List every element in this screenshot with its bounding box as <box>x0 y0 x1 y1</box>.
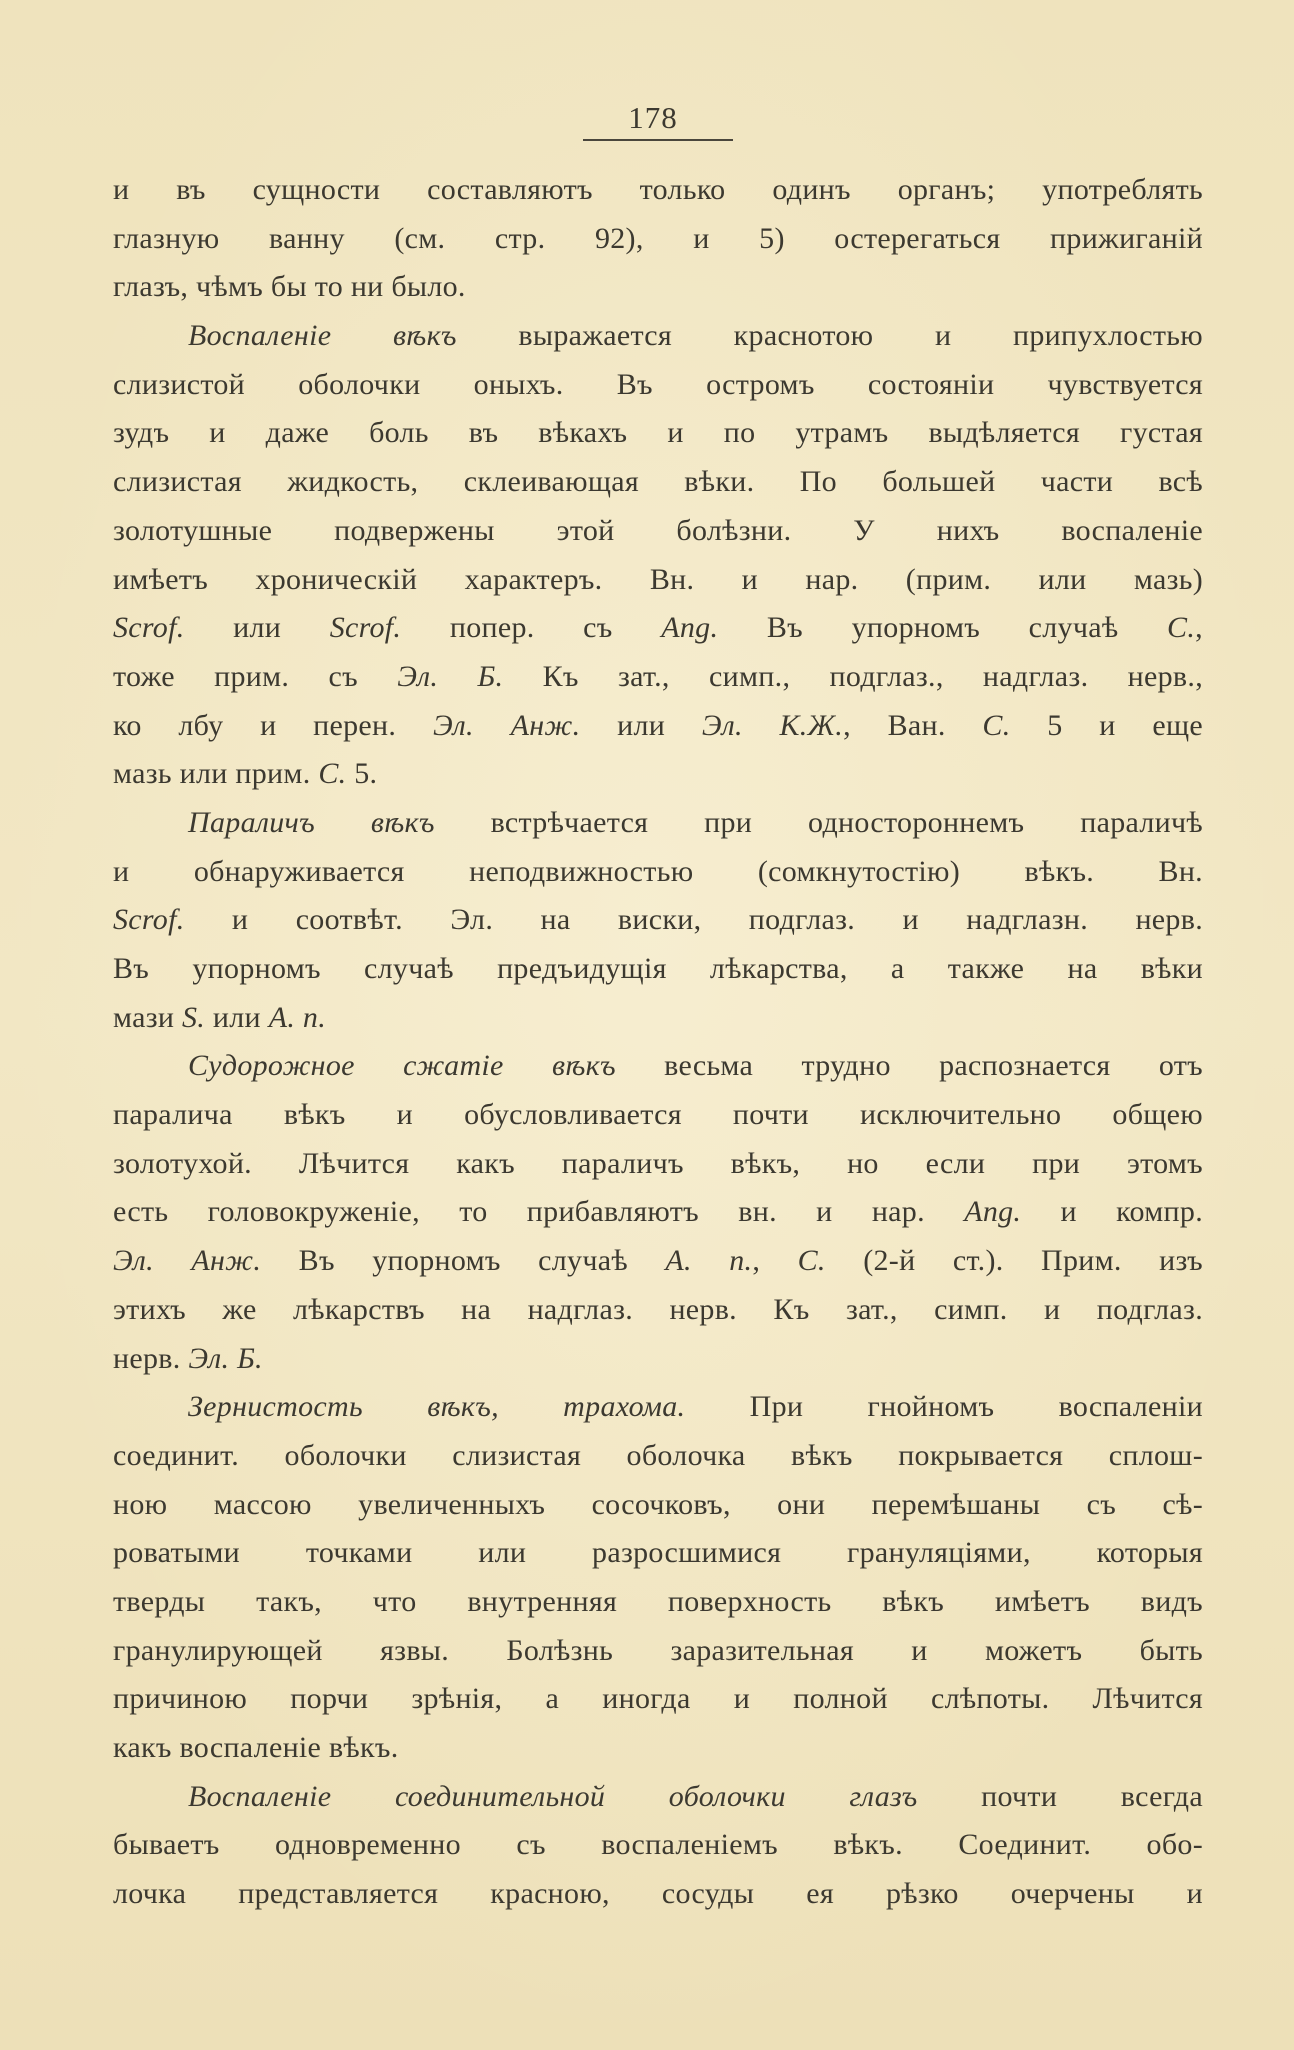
text-line <box>113 1821 1203 1870</box>
text-line <box>113 458 1203 507</box>
page-number: 178 <box>628 100 678 135</box>
text-run: или <box>205 1000 269 1034</box>
text-run: и обнаруживается неподвижностью (сомкнутостію) вѣкъ. Вн. <box>113 854 1203 888</box>
text-line <box>113 409 1203 458</box>
text-line <box>113 1042 1203 1091</box>
text-run: Въ упорномъ случаѣ <box>718 611 1168 645</box>
book-page <box>113 90 1203 1990</box>
text-run: роватыми точками или разросшимися грануляціями, которыя <box>113 1536 1203 1570</box>
text-run: слизистая жидкость, склеивающая вѣки. По большей части всѣ <box>113 465 1203 499</box>
text-run: , <box>1195 611 1203 645</box>
text-run: (2-й ст.). Прим. изъ <box>825 1244 1203 1278</box>
italic-run: Эл. Анж. <box>113 1244 262 1278</box>
text-run: Въ упорномъ случаѣ предъидущія лѣкарства, а также на вѣки <box>113 952 1203 985</box>
italic-run: S. <box>182 1000 206 1034</box>
page-number-rule <box>583 139 733 141</box>
text-run: слизистой оболочки оныхъ. Въ остромъ состояніи чувствуется <box>113 367 1203 401</box>
text-run: гранулирующей язвы. Болѣзнь заразительная и можетъ быть <box>113 1633 1203 1667</box>
text-line <box>113 1675 1203 1724</box>
text-run: какъ воспаленіе вѣкъ. <box>113 1731 399 1764</box>
text-run: золотушные подвержены этой болѣзни. У нихъ воспаленіе <box>113 513 1203 547</box>
text-run: 5 и еще <box>1010 708 1203 742</box>
text-line <box>113 702 1203 751</box>
text-run: причиною порчи зрѣнія, а иногда и полной слѣпоты. Лѣчится <box>113 1682 1203 1716</box>
text-line <box>113 1432 1203 1481</box>
text-line <box>113 1335 1203 1384</box>
text-run: встрѣчается при одностороннемъ параличѣ <box>434 805 1203 839</box>
italic-run: C. <box>1167 611 1196 645</box>
text-line <box>113 604 1203 653</box>
text-run: Въ упорномъ случаѣ <box>261 1244 666 1278</box>
text-run: ною массою увеличенныхъ сосочковъ, они перемѣшаны съ сѣ- <box>113 1487 1203 1521</box>
text-run: или <box>184 611 330 645</box>
text-run: соединит. оболочки слизистая оболочка вѣкъ покрывается сплош- <box>113 1438 1203 1472</box>
text-run: бываетъ одновременно съ воспаленіемъ вѣкъ. Соединит. обо- <box>113 1828 1203 1862</box>
text-run: лочка представляется красною, сосуды ея рѣзко очерчены и <box>113 1877 1203 1911</box>
text-run: и компр. <box>1021 1195 1203 1229</box>
italic-run: Scrof. <box>113 611 185 645</box>
text-line <box>113 1383 1203 1432</box>
italic-run: C. <box>982 708 1011 742</box>
text-line <box>113 361 1203 410</box>
text-run: есть головокруженіе, то прибавляютъ вн. и нар. <box>113 1195 965 1229</box>
text-run: нерв. <box>113 1341 189 1375</box>
italic-run: Ang. <box>661 611 719 645</box>
text-line <box>113 215 1203 264</box>
italic-run: Судорожное сжатіе вѣкъ <box>188 1049 616 1083</box>
italic-run: Ang. <box>964 1195 1022 1229</box>
italic-run: Эл. Б. <box>188 1341 263 1375</box>
text-run: или <box>580 708 702 742</box>
text-run: мазь или прим. <box>113 757 319 791</box>
text-run: выражается краснотою и припухлостью <box>456 319 1203 353</box>
italic-run: A. n. <box>665 1244 753 1278</box>
text-line <box>113 799 1203 848</box>
text-run: При гнойномъ воспаленіи <box>685 1390 1203 1424</box>
text-line <box>113 750 1203 799</box>
italic-run: Эл. Анж. <box>432 708 581 742</box>
text-run: этихъ же лѣкарствъ на надглаз. нерв. Къ зат., симп. и подглаз. <box>113 1292 1203 1326</box>
italic-run: Воспаленіе вѣкъ <box>188 319 457 353</box>
italic-run: Воспаленіе соединительной оболочки глазъ <box>188 1779 918 1813</box>
text-line <box>113 263 1203 312</box>
text-line <box>113 994 1203 1043</box>
text-run: , <box>752 1244 798 1278</box>
text-line <box>113 1529 1203 1578</box>
text-line <box>113 1237 1203 1286</box>
text-run: глазную ванну (см. стр. 92), и 5) остерегаться прижиганій <box>113 221 1203 255</box>
italic-run: Scrof. <box>113 903 185 937</box>
text-line <box>113 1286 1203 1335</box>
italic-run: A. n. <box>268 1000 327 1034</box>
text-run: почти всегда <box>917 1779 1203 1813</box>
italic-run: Эл. К.Ж. <box>701 708 844 742</box>
text-line <box>113 312 1203 361</box>
text-line <box>113 1773 1203 1822</box>
text-run: мази <box>113 1000 182 1034</box>
text-line <box>113 1091 1203 1140</box>
text-run: имѣетъ хроническій характеръ. Вн. и нар. (прим. или мазь) <box>113 562 1203 596</box>
text-run: зудъ и даже боль въ вѣкахъ и по утрамъ выдѣляется густая <box>113 416 1203 450</box>
text-line <box>113 1724 1203 1773</box>
text-run: тверды такъ, что внутренняя поверхность вѣкъ имѣетъ видъ <box>113 1584 1203 1618</box>
text-line <box>113 507 1203 556</box>
text-line <box>113 1140 1203 1189</box>
italic-run: C. <box>318 757 347 791</box>
text-line <box>113 166 1203 215</box>
text-run: глазъ, чѣмъ бы то ни было. <box>113 270 466 304</box>
italic-run: Scrof. <box>329 611 402 645</box>
text-line <box>113 556 1203 605</box>
text-line <box>113 848 1203 897</box>
text-line <box>113 653 1203 702</box>
text-line <box>113 1578 1203 1627</box>
text-run: 5. <box>346 757 378 791</box>
italic-run: C. <box>797 1244 826 1278</box>
text-run: весьма трудно распознается отъ <box>615 1049 1203 1083</box>
text-line <box>113 945 1203 994</box>
text-run: ко лбу и перен. <box>113 708 433 742</box>
text-line <box>113 896 1203 945</box>
text-line <box>113 1481 1203 1530</box>
text-run: Къ зат., симп., подглаз., надглаз. нерв., <box>503 659 1203 693</box>
text-run: паралича вѣкъ и обусловливается почти исключительно общею <box>113 1098 1203 1132</box>
text-run: и въ сущности составляютъ только одинъ органъ; употреблять <box>113 173 1203 206</box>
text-run: попер. съ <box>401 611 662 645</box>
italic-run: Зернистость вѣкъ, трахома. <box>188 1390 686 1424</box>
text-line <box>113 1870 1203 1919</box>
text-run: и соотвѣт. Эл. на виски, подглаз. и надглазн. нерв. <box>184 903 1203 937</box>
text-line <box>113 1627 1203 1676</box>
text-line <box>113 1188 1203 1237</box>
text-run: золотухой. Лѣчится какъ параличъ вѣкъ, но если при этомъ <box>113 1146 1203 1180</box>
text-run: , Ван. <box>843 708 983 742</box>
page-body-text <box>113 166 1203 1919</box>
italic-run: Эл. Б. <box>397 659 504 693</box>
text-run: тоже прим. съ <box>113 659 398 693</box>
italic-run: Параличъ вѣкъ <box>188 805 435 839</box>
